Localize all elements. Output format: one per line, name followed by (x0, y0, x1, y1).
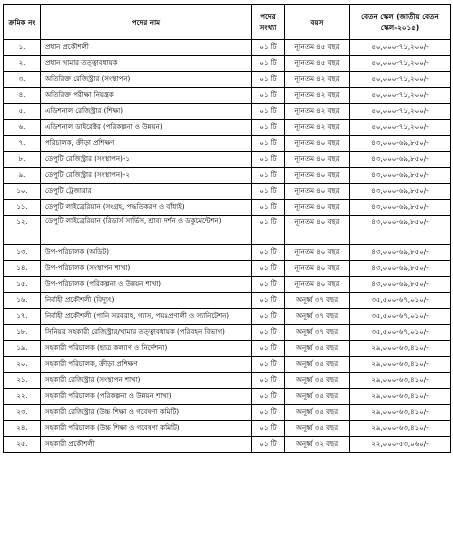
post-count-cell: ০১ টি (252, 152, 285, 168)
pay-scale-cell: ৩৫,৫০০-৬৭,০১০/- (350, 293, 451, 309)
serial-cell: ১২. (4, 216, 41, 245)
job-vacancy-document (3, 4, 450, 453)
post-count-cell: ০১ টি (252, 373, 285, 389)
pay-scale-cell: ২৯,০০০-৬৩,৪১০/- (350, 405, 451, 421)
vacancy-table (3, 4, 451, 453)
post-count-cell: ০১ টি (252, 200, 285, 216)
serial-cell: ১০. (4, 184, 41, 200)
serial-cell: ২. (4, 56, 41, 72)
post-name-cell: সহকারী প্রকৌশলী (41, 437, 252, 453)
serial-cell: ২২. (4, 389, 41, 405)
post-count-cell: ০১ টি (252, 293, 285, 309)
post-count-cell: ০১ টি (252, 437, 285, 453)
post-name-cell: এডিশনাল রেজিস্ট্রার (শিক্ষা) (41, 104, 252, 120)
post-count-cell: ০১ টি (252, 184, 285, 200)
post-name-cell: ডেপুটি রেজিস্ট্রার (সংস্থাপন)-১ (41, 152, 252, 168)
age-cell: অনূর্ধ্ব ৩৭ বছর (285, 293, 350, 309)
serial-cell: ২১. (4, 373, 41, 389)
serial-cell: ৩. (4, 72, 41, 88)
serial-cell: ৪. (4, 88, 41, 104)
table-row (4, 341, 451, 357)
post-name-cell: সিনিয়র সহকারী রেজিস্ট্রার/খামার তত্ত্বাবধায়ক (পরিবহন বিভাগ) (41, 325, 252, 341)
pay-scale-cell: ৪৩,০০০-৬৯,৮৫০/- (350, 168, 451, 184)
table-row (4, 56, 451, 72)
post-count-cell: ০১ টি (252, 72, 285, 88)
table-body (4, 40, 451, 453)
pay-scale-cell: ৪৩,০০০-৬৯,৮৫০/- (350, 245, 451, 261)
age-cell: ন্যূনতম ৪০ বছর (285, 277, 350, 293)
post-name-cell: উপ-পরিচালক (অডিট) (41, 245, 252, 261)
pay-scale-cell: ৪৩,০০০-৬৯,৮৫০/- (350, 261, 451, 277)
table-row (4, 245, 451, 261)
pay-scale-cell: ২৯,০০০-৬৩,৪১০/- (350, 421, 451, 437)
post-name-cell: পরিচালক, ক্রীড়া প্রশিক্ষণ (41, 136, 252, 152)
pay-scale-cell: ৫০,০০০-৭১,২০০/- (350, 56, 451, 72)
pay-scale-cell: ৪৩,০০০-৬৯,৮৫০/- (350, 200, 451, 216)
post-name-cell: ডেপুটি লাইব্রেরিয়ান (রিডার্স সার্ভিস, শ্রাব্য দর্শন ও ডকুমেন্টেশন) (41, 216, 252, 245)
age-cell: অনূর্ধ্ব ৩৫ বছর (285, 405, 350, 421)
table-row (4, 184, 451, 200)
serial-cell: ১৬. (4, 293, 41, 309)
post-count-cell: ০১ টি (252, 277, 285, 293)
post-name-cell: নির্বাহী প্রকৌশলী (পানি সরবরাহ, গ্যাস, পয়ঃপ্রণালী ও স্যানিটেশন) (41, 309, 252, 325)
post-count-cell: ০১ টি (252, 88, 285, 104)
post-count-cell: ০১ টি (252, 120, 285, 136)
serial-cell: ১. (4, 40, 41, 56)
post-count-cell: ০১ টি (252, 421, 285, 437)
age-cell: ন্যূনতম ৪০ বছর (285, 152, 350, 168)
post-name-cell: ডেপুটি লাইব্রেরিয়ান (সংগ্রহ, পদ্ধতিকরণ ও বাঁধাই) (41, 200, 252, 216)
post-name-cell: প্রধান প্রকৌশলী (41, 40, 252, 56)
post-name-cell: অতিরিক্ত পরীক্ষা নিয়ন্ত্রক (41, 88, 252, 104)
age-cell: ন্যূনতম ৪০ বছর (285, 136, 350, 152)
age-cell: ন্যূনতম ৪০ বছর (285, 261, 350, 277)
age-cell: ন্যূনতম ৪০ বছর (285, 168, 350, 184)
age-cell: ন্যূনতম ৪০ বছর (285, 184, 350, 200)
age-cell: অনূর্ধ্ব ৩৫ বছর (285, 421, 350, 437)
post-count-cell: ০১ টি (252, 357, 285, 373)
table-row (4, 120, 451, 136)
post-count-cell: ০১ টি (252, 56, 285, 72)
post-count-cell: ০১ টি (252, 261, 285, 277)
post-count-cell: ০১ টি (252, 40, 285, 56)
post-name-cell: সহকারী পরিচালক (উচ্চ শিক্ষা ও গবেষণা কমিটি) (41, 421, 252, 437)
pay-scale-cell: ২৯,০০০-৬৩,৪১০/- (350, 357, 451, 373)
pay-scale-cell: ২৯,০০০-৬৩,৪১০/- (350, 341, 451, 357)
post-count-cell: ০১ টি (252, 136, 285, 152)
age-cell: অনূর্ধ্ব ৩৭ বছর (285, 325, 350, 341)
age-cell: ন্যূনতম ৪৫ বছর (285, 56, 350, 72)
post-count-cell: ০১ টি (252, 168, 285, 184)
age-cell: ন্যূনতম ৪০ বছর (285, 216, 350, 245)
age-cell: ন্যূনতম ৪২ বছর (285, 104, 350, 120)
table-row (4, 389, 451, 405)
header-serial: ক্রমিক নং (4, 5, 41, 40)
post-count-cell: ০১ টি (252, 245, 285, 261)
table-row (4, 88, 451, 104)
age-cell: অনূর্ধ্ব ৩৫ বছর (285, 389, 350, 405)
post-name-cell: সহকারী রেজিস্ট্রার (উচ্চ শিক্ষা ও গবেষণা কমিটি) (41, 405, 252, 421)
serial-cell: ৭. (4, 136, 41, 152)
post-count-cell: ০১ টি (252, 389, 285, 405)
pay-scale-cell: ৩৫,৫০০-৬৭,০১০/- (350, 325, 451, 341)
post-count-cell: ০১ টি (252, 341, 285, 357)
table-row (4, 200, 451, 216)
table-row (4, 421, 451, 437)
age-cell: ন্যূনতম ৪২ বছর (285, 120, 350, 136)
pay-scale-cell: ২২,০০০-৫৩,০৬০/- (350, 437, 451, 453)
post-name-cell: প্রধান খামার তত্ত্বাবধায়ক (41, 56, 252, 72)
age-cell: অনূর্ধ্ব ৩৫ বছর (285, 373, 350, 389)
post-name-cell: ডেপুটি ট্রেজারার (41, 184, 252, 200)
table-row (4, 357, 451, 373)
table-row (4, 40, 451, 56)
post-name-cell: সহকারী পরিচালক (ছাত্র কল্যাণ ও নির্দেশনা) (41, 341, 252, 357)
post-name-cell: ডেপুটি রেজিস্ট্রার (সংস্থাপন)-২ (41, 168, 252, 184)
age-cell: ন্যূনতম ৪০ বছর (285, 200, 350, 216)
header-age: বয়স (285, 5, 350, 40)
serial-cell: ১১. (4, 200, 41, 216)
header-post-name: পদের নাম (41, 5, 252, 40)
table-row (4, 168, 451, 184)
serial-cell: ২০. (4, 357, 41, 373)
pay-scale-cell: ৫০,০০০-৭১,২০০/- (350, 72, 451, 88)
serial-cell: ৮. (4, 152, 41, 168)
post-name-cell: উপ-পরিচালক (পরিকল্পনা ও উন্নয়ন শাখা) (41, 277, 252, 293)
post-name-cell: এডিশনাল ডাইরেক্টর (পরিকল্পনা ও উন্নয়ন) (41, 120, 252, 136)
age-cell: অনূর্ধ্ব ৩২ বছর (285, 437, 350, 453)
pay-scale-cell: ৫০,০০০-৭১,২০০/- (350, 88, 451, 104)
table-row (4, 293, 451, 309)
post-count-cell: ০১ টি (252, 325, 285, 341)
post-name-cell: সহকারী পরিচালক (পরিকল্পনা ও উন্নয়ন শাখা) (41, 389, 252, 405)
post-count-cell: ০১ টি (252, 405, 285, 421)
table-row (4, 136, 451, 152)
age-cell: অনূর্ধ্ব ৩৫ বছর (285, 357, 350, 373)
table-row (4, 309, 451, 325)
post-name-cell: সহকারী রেজিস্ট্রার (সংস্থাপন শাখা) (41, 373, 252, 389)
serial-cell: ৬. (4, 120, 41, 136)
pay-scale-cell: ২৯,০০০-৬৩,৪১০/- (350, 373, 451, 389)
serial-cell: ৯. (4, 168, 41, 184)
pay-scale-cell: ৫০,০০০-৭১,২০০/- (350, 104, 451, 120)
pay-scale-cell: ৪৩,০০০-৬৯,৮৫০/- (350, 216, 451, 245)
post-name-cell: সহকারী পরিচালক, ক্রীড়া প্রশিক্ষণ (41, 357, 252, 373)
age-cell: ন্যূনতম ৪০ বছর (285, 245, 350, 261)
serial-cell: ১৩. (4, 245, 41, 261)
serial-cell: ১৯. (4, 341, 41, 357)
table-row (4, 261, 451, 277)
table-row (4, 405, 451, 421)
age-cell: অনূর্ধ্ব ৩৫ বছর (285, 341, 350, 357)
table-row (4, 72, 451, 88)
pay-scale-cell: ৩৫,৫০০-৬৭,০১০/- (350, 309, 451, 325)
serial-cell: ১৫. (4, 277, 41, 293)
post-count-cell: ০১ টি (252, 104, 285, 120)
post-name-cell: নির্বাহী প্রকৌশলী (বিদ্যুৎ) (41, 293, 252, 309)
table-row (4, 277, 451, 293)
age-cell: ন্যূনতম ৪২ বছর (285, 88, 350, 104)
serial-cell: ২৪. (4, 421, 41, 437)
serial-cell: ২৩. (4, 405, 41, 421)
header-post-count: পদের সংখ্যা (252, 5, 285, 40)
table-header-row (4, 5, 451, 40)
pay-scale-cell: ৫০,০০০-৭১,২০০/- (350, 120, 451, 136)
pay-scale-cell: ৪৩,০০০-৬৯,৮৫০/- (350, 184, 451, 200)
header-pay-scale: বেতন স্কেল (জাতীয় বেতন স্কেল-২০১৫) (350, 5, 451, 40)
pay-scale-cell: ৪৩,০০০-৬৯,৮৫০/- (350, 152, 451, 168)
table-row (4, 325, 451, 341)
table-row (4, 104, 451, 120)
pay-scale-cell: ৪৩,০০০-৬৯,৮৫০/- (350, 136, 451, 152)
post-name-cell: অতিরিক্ত রেজিস্ট্রার (সংস্থাপন) (41, 72, 252, 88)
table-row (4, 216, 451, 245)
table-row (4, 373, 451, 389)
serial-cell: ১৮. (4, 325, 41, 341)
post-count-cell: ০১ টি (252, 216, 285, 245)
age-cell: ন্যূনতম ৪৫ বছর (285, 40, 350, 56)
table-row (4, 437, 451, 453)
age-cell: ন্যূনতম ৪২ বছর (285, 72, 350, 88)
serial-cell: ১৭. (4, 309, 41, 325)
age-cell: অনূর্ধ্ব ৩৭ বছর (285, 309, 350, 325)
serial-cell: ৫. (4, 104, 41, 120)
table-row (4, 152, 451, 168)
pay-scale-cell: ৫০,০০০-৭১,২০০/- (350, 40, 451, 56)
pay-scale-cell: ৪৩,০০০-৬৯,৮৫০/- (350, 277, 451, 293)
serial-cell: ১৪. (4, 261, 41, 277)
serial-cell: ২৫. (4, 437, 41, 453)
pay-scale-cell: ২৯,০০০-৬৩,৪১০/- (350, 389, 451, 405)
post-name-cell: উপ-পরিচালক (সংস্থাপন শাখা) (41, 261, 252, 277)
post-count-cell: ০১ টি (252, 309, 285, 325)
